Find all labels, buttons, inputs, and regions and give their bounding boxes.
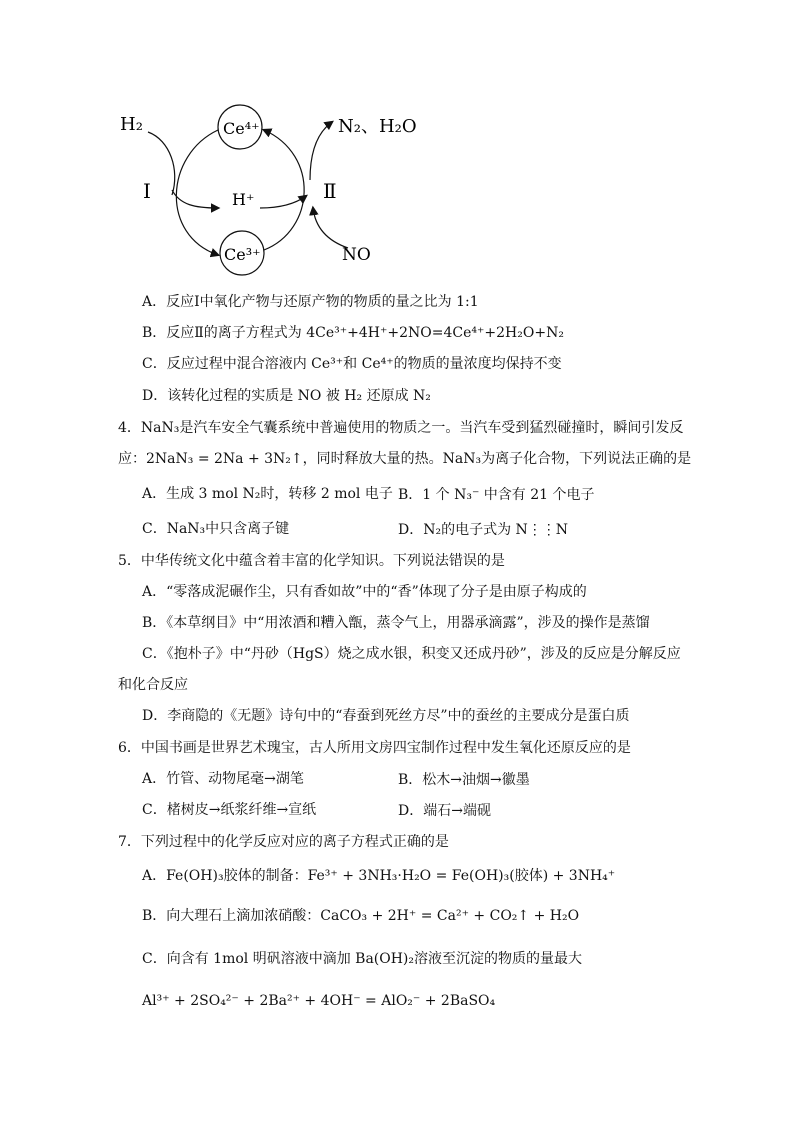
q7-option-a: A．Fe(OH)₃胶体的制备：Fe³⁺ + 3NH₃·H₂O = Fe(OH)₃(胶体) + 3NH₄⁺ (142, 868, 616, 884)
q3-option-d: D．该转化过程的实质是 NO 被 H₂ 还原成 N₂ (142, 388, 431, 404)
hplus-to-right-arrow (260, 196, 306, 208)
q4-option-c: C．NaN₃中只含离子键 (142, 521, 290, 537)
q4-option-d: D．N₂的电子式为 N⋮⋮N (398, 522, 569, 538)
q5-option-c: C．《抱朴子》中“丹砂（HgS）烧之成水银，积变又还成丹砂”，涉及的反应是分解反应 (142, 646, 681, 662)
q7-option-c-equation: Al³⁺ + 2SO₄²⁻ + 2Ba²⁺ + 4OH⁻ = AlO₂⁻ + 2BaSO₄ (142, 993, 496, 1009)
h2-label: H₂ (120, 114, 143, 135)
q3-option-c: C．反应过程中混合溶液内 Ce³⁺和 Ce⁴⁺的物质的量浓度均保持不变 (142, 356, 562, 372)
q4-stem-line2: 应：2NaN₃ = 2Na + 3N₂↑，同时释放大量的热。NaN₃为离子化合物，下列说法正确的是 (118, 451, 692, 467)
products-label: N₂、H₂O (338, 116, 417, 137)
q5-option-b: B．《本草纲目》中“用浓酒和糟入甑，蒸令气上，用器承滴露”，涉及的操作是蒸馏 (142, 615, 650, 631)
ce4-label: Ce⁴⁺ (223, 119, 260, 138)
q7-option-b: B．向大理石上滴加浓硝酸：CaCO₃ + 2H⁺ = Ca²⁺ + CO₂↑ + H₂O (142, 908, 580, 924)
to-hplus-arrow (172, 190, 218, 208)
roman-2-label: Ⅱ (323, 179, 337, 203)
q5-option-c-cont: 和化合反应 (118, 677, 188, 693)
hplus-label: H⁺ (232, 190, 255, 209)
q7-stem: 7．下列过程中的化学反应对应的离子方程式正确的是 (118, 834, 449, 850)
q6-option-c: C．楮树皮→纸浆纤维→宣纸 (142, 802, 317, 818)
no-label: NO (342, 245, 371, 265)
q4-option-a: A．生成 3 mol N₂时，转移 2 mol 电子 (142, 486, 393, 502)
q3-option-b: B．反应Ⅱ的离子方程式为 4Ce³⁺+4H⁺+2NO=4Ce⁴⁺+2H₂O+N₂ (142, 325, 564, 341)
q4-stem-line1: 4．NaN₃是汽车安全气囊系统中普遍使用的物质之一。当汽车受到猛烈碰撞时，瞬间引发反 (118, 420, 684, 436)
no-arrow (313, 208, 348, 248)
products-arrow (310, 122, 332, 180)
cycle-left-arc (176, 130, 218, 255)
q7-option-c: C．向含有 1mol 明矾溶液中滴加 Ba(OH)₂溶液至沉淀的物质的量最大 (142, 951, 583, 967)
q3-option-a: A．反应Ⅰ中氧化产物与还原产物的物质的量之比为 1:1 (142, 294, 479, 310)
h2-arrow (148, 132, 175, 195)
q5-stem: 5．中华传统文化中蕴含着丰富的化学知识。下列说法错误的是 (118, 553, 505, 569)
roman-1-label: Ⅰ (143, 179, 151, 203)
q6-option-b: B．松木→油烟→徽墨 (398, 772, 530, 788)
q5-option-d: D．李商隐的《无题》诗句中的“春蚕到死丝方尽”中的蚕丝的主要成分是蛋白质 (142, 708, 630, 724)
cycle-right-arc (264, 130, 304, 250)
reaction-cycle-diagram (110, 100, 440, 280)
q6-option-d: D．端石→端砚 (398, 803, 491, 819)
q6-option-a: A．竹管、动物尾毫→湖笔 (142, 771, 304, 787)
ce3-label: Ce³⁺ (224, 245, 261, 264)
q5-option-a: A．“零落成泥碾作尘，只有香如故”中的“香”体现了分子是由原子构成的 (142, 584, 587, 600)
q4-option-b: B．1 个 N₃⁻ 中含有 21 个电子 (398, 487, 595, 503)
q6-stem: 6．中国书画是世界艺术瑰宝，古人所用文房四宝制作过程中发生氧化还原反应的是 (118, 740, 631, 756)
